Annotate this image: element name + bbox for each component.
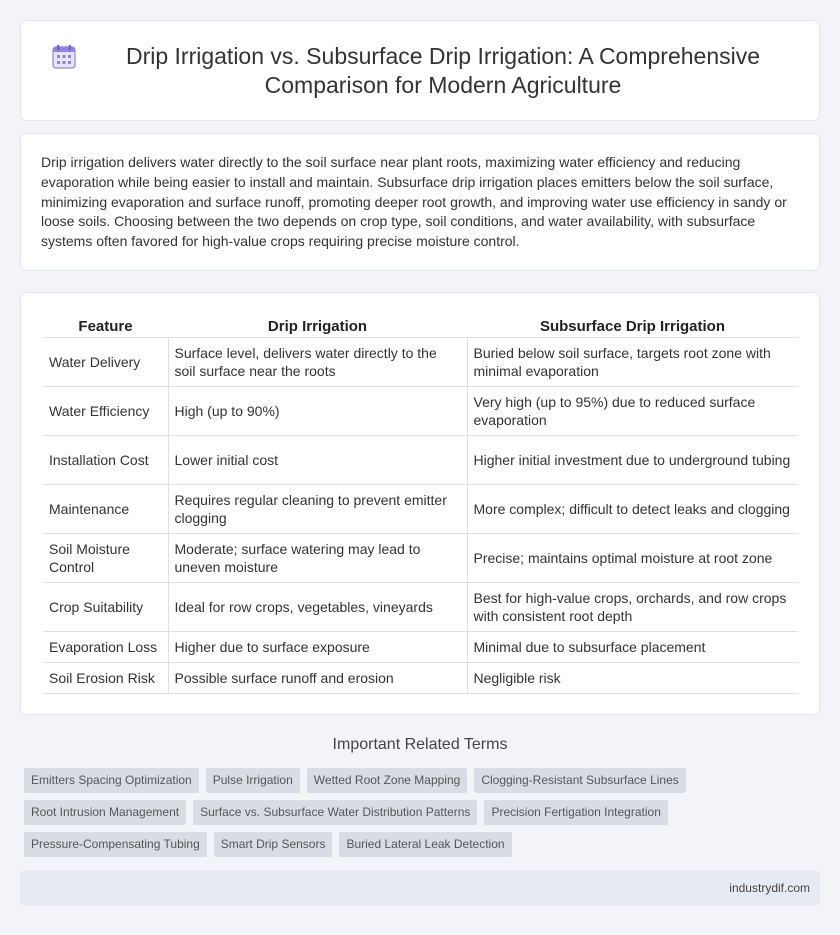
- feature-cell: Soil Erosion Risk: [43, 662, 168, 693]
- related-terms-title: Important Related Terms: [332, 736, 508, 753]
- feature-cell: Installation Cost: [43, 435, 168, 484]
- intro-paragraph: Drip irrigation delivers water directly to the soil surface near plant roots, maximizing water efficiency and reducing evaporation while being easier to install and maintain. Subsurface drip irrigation places emitters below the soil surface, minimizing evaporation and surface runoff, promoting deeper root growth, and improving water use efficiency in sandy or loose soils. Choosing between the two depends on crop type, soil conditions, and water availability, with subsurface systems often favored for high-value crops requiring precise moisture control.: [41, 154, 787, 250]
- subsurface-cell: Minimal due to subsurface placement: [467, 631, 798, 662]
- footer: [20, 871, 820, 905]
- calendar-grid-icon: [51, 44, 77, 70]
- comparison-card: [20, 292, 820, 715]
- feature-cell: Water Delivery: [43, 337, 168, 386]
- comparison-table: [43, 313, 798, 694]
- drip-cell: Lower initial cost: [168, 435, 467, 484]
- subsurface-cell: Higher initial investment due to underground tubing: [467, 435, 798, 484]
- intro-card: [20, 133, 820, 271]
- title-wrap: [51, 42, 789, 100]
- tag-row: [24, 800, 824, 825]
- tag-precision-fertigation[interactable]: Precision Fertigation Integration: [484, 800, 667, 825]
- tag-distribution-patterns[interactable]: Surface vs. Subsurface Water Distribution Patterns: [193, 800, 477, 825]
- feature-cell: Water Efficiency: [43, 386, 168, 435]
- table-header-row: [43, 313, 798, 337]
- drip-cell: Surface level, delivers water directly to the soil surface near the roots: [168, 337, 467, 386]
- tag-pressure-compensating[interactable]: Pressure-Compensating Tubing: [24, 832, 207, 857]
- tag-root-intrusion[interactable]: Root Intrusion Management: [24, 800, 186, 825]
- tag-row: [24, 832, 824, 857]
- tag-row: [24, 768, 824, 793]
- subsurface-cell: Precise; maintains optimal moisture at root zone: [467, 533, 798, 582]
- header-subsurface: Subsurface Drip Irrigation: [467, 313, 798, 337]
- drip-cell: High (up to 90%): [168, 386, 467, 435]
- footer-site-link[interactable]: industrydif.com: [729, 881, 810, 895]
- related-terms-tags: [24, 768, 824, 864]
- table-row: [43, 337, 798, 386]
- subsurface-cell: More complex; difficult to detect leaks and clogging: [467, 484, 798, 533]
- table-row: [43, 435, 798, 484]
- table-row: [43, 484, 798, 533]
- header-drip: Drip Irrigation: [168, 313, 467, 337]
- drip-cell: Ideal for row crops, vegetables, vineyards: [168, 582, 467, 631]
- subsurface-cell: Best for high-value crops, orchards, and row crops with consistent root depth: [467, 582, 798, 631]
- subsurface-cell: Negligible risk: [467, 662, 798, 693]
- drip-cell: Moderate; surface watering may lead to uneven moisture: [168, 533, 467, 582]
- table-row: [43, 582, 798, 631]
- table-row: [43, 533, 798, 582]
- feature-cell: Evaporation Loss: [43, 631, 168, 662]
- drip-cell: Possible surface runoff and erosion: [168, 662, 467, 693]
- drip-cell: Requires regular cleaning to prevent emitter clogging: [168, 484, 467, 533]
- table-row: [43, 662, 798, 693]
- page-title: Drip Irrigation vs. Subsurface Drip Irrigation: A Comprehensive Comparison for Modern Agriculture: [125, 42, 761, 98]
- table-row: [43, 386, 798, 435]
- tag-wetted-root-zone[interactable]: Wetted Root Zone Mapping: [307, 768, 468, 793]
- tag-smart-drip-sensors[interactable]: Smart Drip Sensors: [214, 832, 333, 857]
- tag-emitters-spacing[interactable]: Emitters Spacing Optimization: [24, 768, 199, 793]
- subsurface-cell: Buried below soil surface, targets root zone with minimal evaporation: [467, 337, 798, 386]
- title-card: [20, 20, 820, 121]
- tag-clogging-resistant[interactable]: Clogging-Resistant Subsurface Lines: [474, 768, 685, 793]
- header-feature: Feature: [43, 313, 168, 337]
- tag-pulse-irrigation[interactable]: Pulse Irrigation: [206, 768, 300, 793]
- tag-buried-lateral-leak[interactable]: Buried Lateral Leak Detection: [339, 832, 511, 857]
- feature-cell: Maintenance: [43, 484, 168, 533]
- feature-cell: Soil Moisture Control: [43, 533, 168, 582]
- subsurface-cell: Very high (up to 95%) due to reduced surface evaporation: [467, 386, 798, 435]
- drip-cell: Higher due to surface exposure: [168, 631, 467, 662]
- table-row: [43, 631, 798, 662]
- feature-cell: Crop Suitability: [43, 582, 168, 631]
